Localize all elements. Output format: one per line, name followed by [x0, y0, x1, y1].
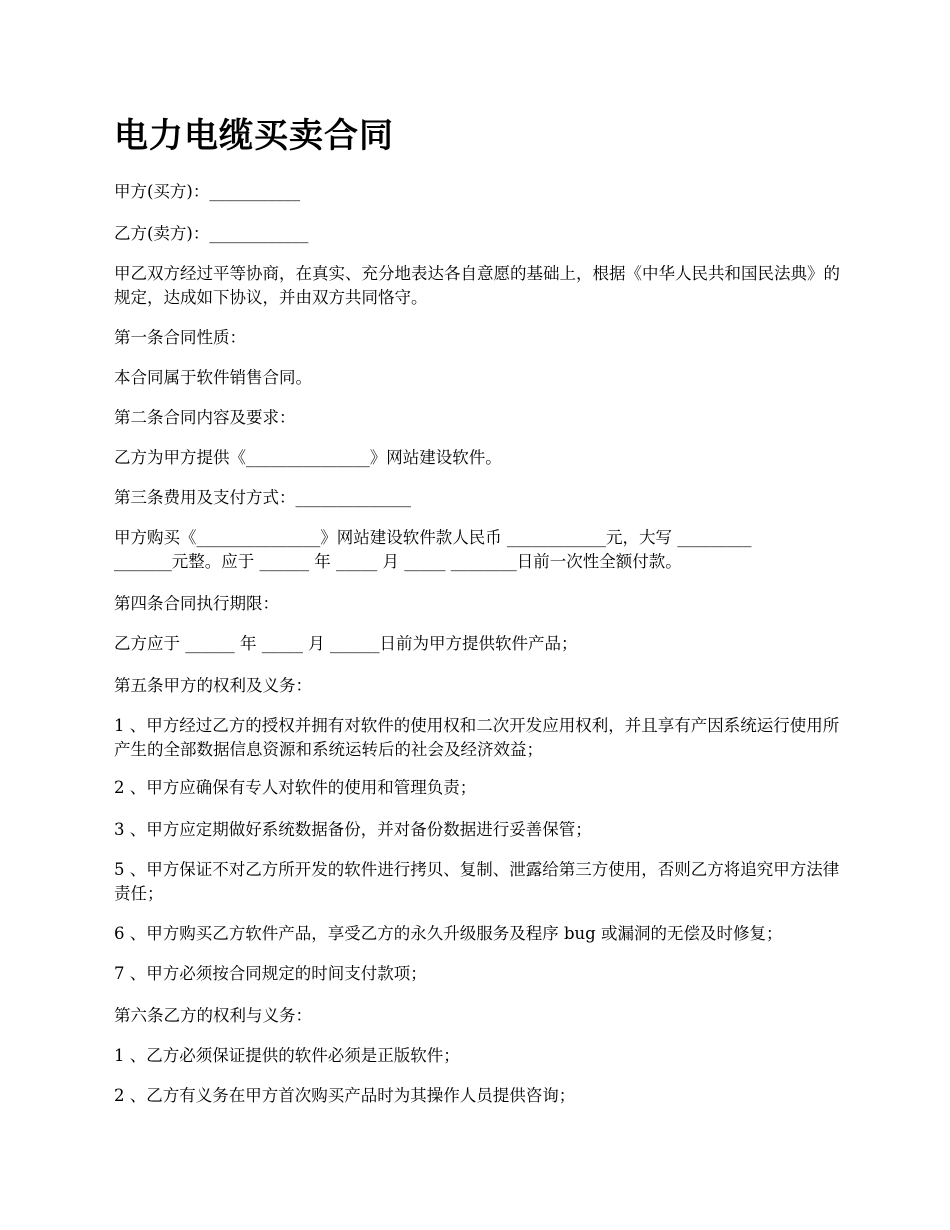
article-1-heading: 第一条合同性质：	[114, 328, 246, 347]
article-5-heading: 第五条甲方的权利及义务：	[114, 676, 312, 695]
article-5-item-6: 6 、甲方购买乙方软件产品，享受乙方的永久升级服务及程序 bug 或漏洞的无偿及时修复；	[114, 924, 783, 943]
party-a-line: 甲方(买方)：___________	[114, 182, 301, 201]
article-5-item-7: 7 、甲方必须按合同规定的时间支付款项；	[114, 964, 427, 983]
article-5-item-5: 5 、甲方保证不对乙方所开发的软件进行拷贝、复制、泄露给第三方使用，否则乙方将追究甲方法律责任；	[114, 860, 840, 903]
article-5-item-1: 1 、甲方经过乙方的授权并拥有对软件的使用权和二次开发应用权利，并且享有产因系统运行使用所产生的全部数据信息资源和系统运转后的社会及经济效益；	[114, 716, 840, 759]
article-1-body: 本合同属于软件销售合同。	[114, 368, 312, 387]
preamble-paragraph: 甲乙双方经过平等协商，在真实、充分地表达各自意愿的基础上，根据《中华人民共和国民法典》的规定，达成如下协议，并由双方共同恪守。	[114, 264, 840, 307]
article-4-body: 乙方应于 ______ 年 _____ 月 ______日前为甲方提供软件产品；	[114, 634, 578, 653]
article-6-item-2: 2 、乙方有义务在甲方首次购买产品时为其操作人员提供咨询；	[114, 1086, 576, 1105]
article-6-heading: 第六条乙方的权利与义务：	[114, 1006, 312, 1025]
article-2-body: 乙方为甲方提供《_______________》网站建设软件。	[114, 448, 502, 467]
article-3-heading: 第三条费用及支付方式：______________	[114, 488, 411, 507]
article-6-item-1: 1 、乙方必须保证提供的软件必须是正版软件；	[114, 1046, 460, 1065]
article-5-item-3: 3 、甲方应定期做好系统数据备份，并对备份数据进行妥善保管；	[114, 820, 592, 839]
party-b-line: 乙方(卖方)：____________	[114, 224, 309, 243]
article-3-body-line-2: _______元整。应于 ______ 年 _____ 月 _____ ________日前一次性全额付款。	[114, 552, 682, 571]
document-title: 电力电缆买卖合同	[114, 116, 394, 156]
article-3-body-line-1: 甲方购买《_______________》网站建设软件款人民币 ____________元，大写 _________	[114, 528, 752, 547]
article-4-heading: 第四条合同执行期限：	[114, 594, 279, 613]
article-2-heading: 第二条合同内容及要求：	[114, 408, 296, 427]
article-5-item-2: 2 、甲方应确保有专人对软件的使用和管理负责；	[114, 778, 477, 797]
